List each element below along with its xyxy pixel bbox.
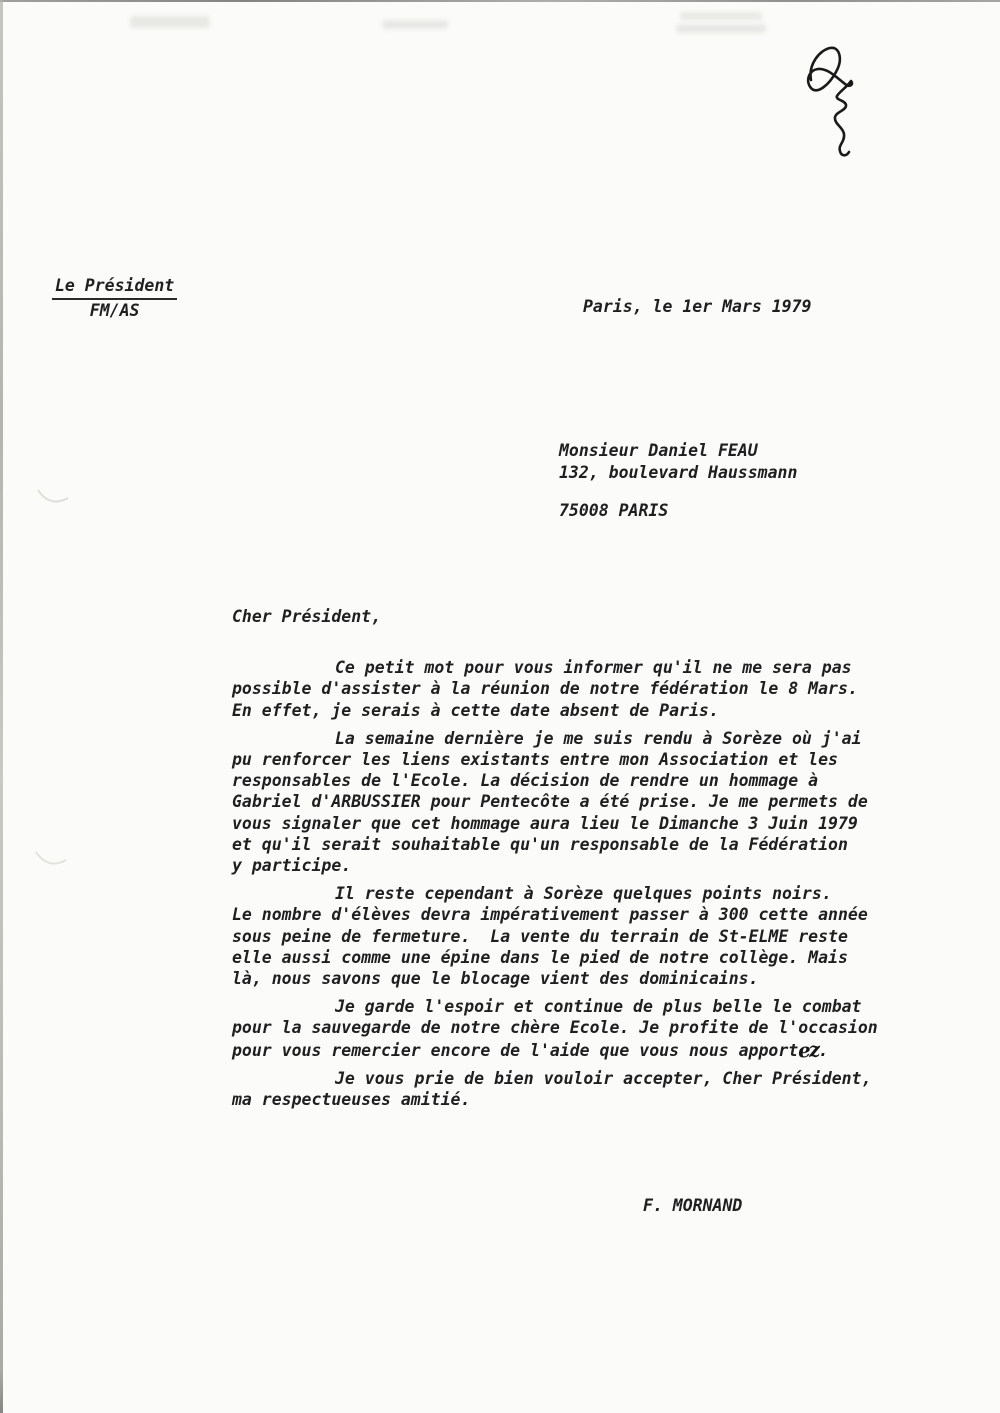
letter-line: elle aussi comme une épine dans le pied de notre collège. Mais [232, 947, 848, 967]
paragraph-1 [232, 657, 932, 721]
sender-block [52, 275, 177, 321]
letter-line-text: . [818, 1040, 829, 1060]
paragraph-4 [232, 996, 932, 1061]
paragraph-2 [232, 728, 932, 876]
scan-smudge [382, 20, 448, 29]
paper-crease-artifact [34, 848, 70, 872]
recipient-block [559, 440, 797, 522]
letter-line: possible d'assister à la réunion de notre fédération le 8 Mars. [232, 679, 858, 699]
letter-line [232, 1036, 932, 1063]
dateline: Paris, le 1er Mars 1979 [583, 297, 812, 316]
letter-line: pu renforcer les liens existants entre mon Association et les [232, 750, 838, 770]
recipient-street: 132, boulevard Haussmann [559, 462, 798, 482]
letter-line: Je vous prie de bien vouloir accepter, Cher Président, [335, 1068, 872, 1088]
recipient-city: 75008 PARIS [559, 501, 669, 520]
letter-line: Le nombre d'élèves devra impérativement passer à 300 cette année [232, 905, 868, 925]
letter-line: responsables de l'Ecole. La décision de rendre un hommage à [232, 771, 819, 791]
letter-line: La semaine dernière je me suis rendu à Sorèze où j'ai [335, 728, 862, 748]
letter-line: Gabriel d'ARBUSSIER pour Pentecôte a été prise. Je me permets de [232, 792, 868, 812]
letter-line: là, nous savons que le blocage vient des dominicains. [232, 969, 759, 989]
letter-line: vous signaler que cet hommage aura lieu le Dimanche 3 Juin 1979 [232, 813, 858, 833]
recipient-name: Monsieur Daniel FEAU [559, 441, 758, 460]
scan-left-edge-artifact [0, 0, 3, 1413]
letter-line: ma respectueuses amitié. [232, 1090, 471, 1110]
paragraph-5 [232, 1068, 932, 1110]
scan-smudge [680, 12, 762, 20]
sender-title: Le Président [52, 275, 177, 300]
paragraph-3 [232, 883, 932, 989]
handwritten-correction: ez [797, 1036, 820, 1063]
letter-line: y participe. [232, 856, 352, 876]
letter-line: Je garde l'espoir et continue de plus belle le combat [335, 997, 862, 1017]
signature-name: F. MORNAND [643, 1196, 743, 1215]
letter-body [232, 606, 932, 1117]
sender-reference: FM/AS [89, 301, 140, 320]
letter-line: et qu'il serait souhaitable qu'un responsable de la Fédération [232, 834, 848, 854]
scan-smudge [676, 24, 766, 33]
handwritten-initials-icon [788, 38, 892, 168]
letter-line: En effet, je serais à cette date absent de Paris. [232, 700, 719, 720]
paper-crease-artifact [36, 486, 72, 510]
letter-line-text: pour vous remercier encore de l'aide que vous nous apport [232, 1040, 799, 1060]
letter-line: sous peine de fermeture. La vente du terrain de St-ELME reste [232, 926, 848, 946]
letter-line: Ce petit mot pour vous informer qu'il ne me sera pas [335, 658, 852, 678]
scan-top-edge-artifact [0, 0, 1000, 2]
scan-smudge [130, 16, 210, 28]
letter-line: pour la sauvegarde de notre chère Ecole. Je profite de l'occasion [232, 1018, 878, 1038]
salutation: Cher Président, [232, 607, 382, 626]
letter-line: Il reste cependant à Sorèze quelques points noirs. [335, 884, 832, 904]
